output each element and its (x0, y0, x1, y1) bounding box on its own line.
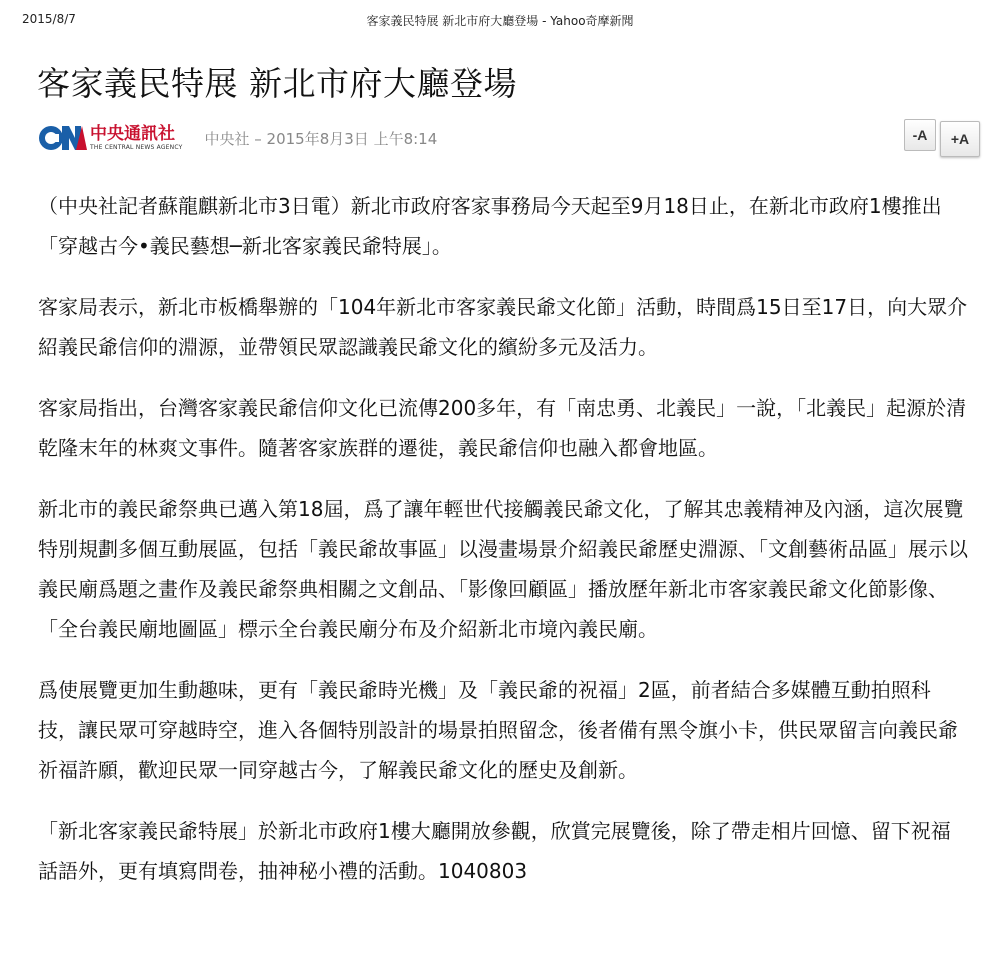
article-body (38, 186, 968, 912)
font-size-controls (904, 119, 980, 157)
article-byline (38, 120, 437, 156)
print-header (0, 12, 1000, 32)
cna-logo-icon (38, 123, 88, 153)
article-paragraph: 客家局表示，新北市板橋舉辦的「104年新北市客家義民爺文化節」活動，時間爲15日至17日，向大眾介紹義民爺信仰的淵源，並帶領民眾認識義民爺文化的繽紛多元及活力。 (38, 295, 968, 359)
print-page-title: 客家義民特展 新北市府大廳登場 - Yahoo奇摩新聞 (366, 14, 634, 28)
article-paragraph: 客家局指出，台灣客家義民爺信仰文化已流傳200多年，有「南忠勇、北義民」一說，「北義民」起源於清乾隆末年的林爽文事件。隨著客家族群的遷徙，義民爺信仰也融入都會地區。 (38, 396, 967, 460)
byline-source-time: 中央社 – 2015年8月3日 上午8:14 (204, 129, 438, 148)
increase-font-button[interactable]: +A (940, 121, 980, 157)
decrease-font-button[interactable]: -A (904, 119, 936, 151)
article-paragraph: 「新北客家義民爺特展」於新北市政府1樓大廳開放參觀，欣賞完展覽後，除了帶走相片回憶、留下祝福話語外，更有填寫問卷，抽神秘小禮的活動。1040803 (38, 819, 951, 883)
logo-chinese-name: 中央通訊社 (90, 123, 175, 144)
cna-logo[interactable] (38, 121, 183, 155)
logo-english-name: THE CENTRAL NEWS AGENCY (90, 143, 183, 151)
article-paragraph: 新北市的義民爺祭典已邁入第18屆，爲了讓年輕世代接觸義民爺文化，了解其忠義精神及內涵，這次展覽特別規劃多個互動展區，包括「義民爺故事區」以漫畫場景介紹義民爺歷史淵源、「文創藝術品區」展示以義民廟爲題之畫作及義民爺祭典相關之文創品、「影像回顧區」播放歷年新北市客家義民爺文化節影像、「全台義民廟地圖區」標示全台義民廟分布及介紹新北市境內義民廟。 (38, 497, 968, 641)
article-paragraph: 爲使展覽更加生動趣味，更有「義民爺時光機」及「義民爺的祝福」2區，前者結合多媒體互動拍照科技，讓民眾可穿越時空，進入各個特別設計的場景拍照留念，後者備有黑令旗小卡，供民眾留言向義民爺祈福許願，歡迎民眾一同穿越古今，了解義民爺文化的歷史及創新。 (38, 678, 958, 782)
print-date: 2015/8/7 (22, 12, 76, 26)
article-headline: 客家義民特展 新北市府大廳登場 (37, 64, 517, 103)
article-paragraph: （中央社記者蘇龍麒新北市3日電）新北市政府客家事務局今天起至9月18日止，在新北市政府1樓推出「穿越古今•義民藝想─新北客家義民爺特展」。 (38, 194, 942, 258)
